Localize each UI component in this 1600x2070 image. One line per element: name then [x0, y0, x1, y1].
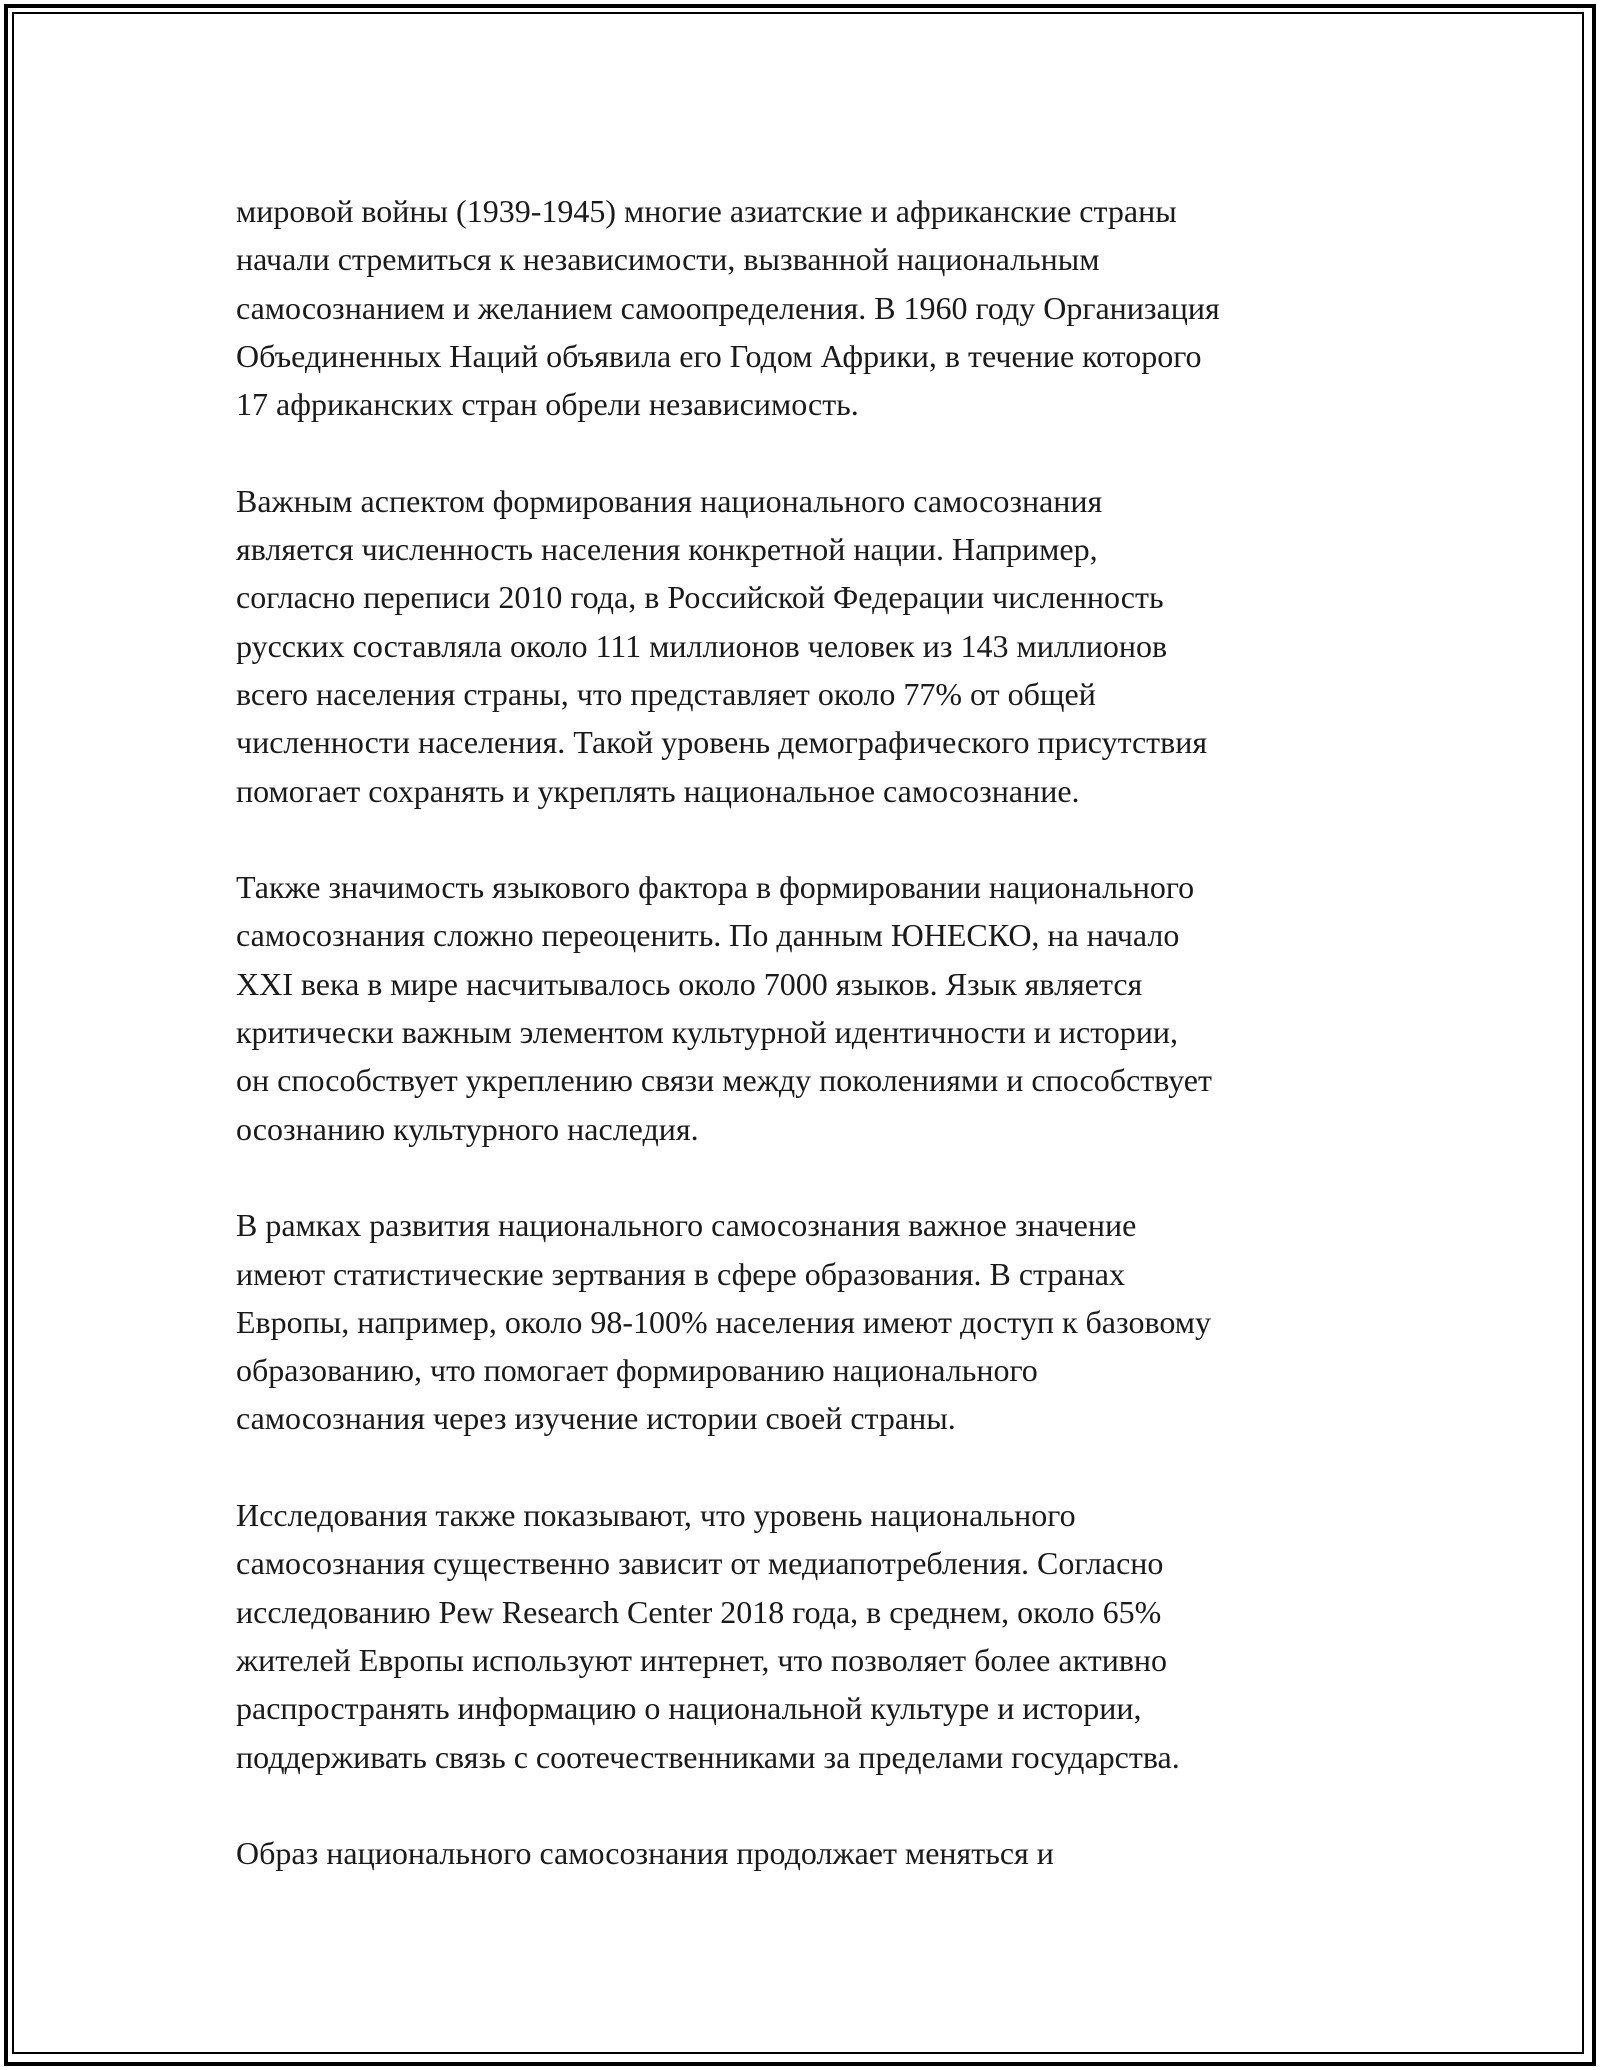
text-line: распространять информацию о национальной культуре и истории,: [236, 1690, 1142, 1727]
text-line: мировой войны (1939-1945) многие азиатские и африканские страны: [236, 193, 1177, 229]
paragraph-4: [236, 1201, 1386, 1442]
text-line: критически важным элементом культурной идентичности и истории,: [236, 1014, 1179, 1051]
text-line: он способствует укреплению связи между поколениями и способствует: [236, 1062, 1212, 1099]
text-line: помогает сохранять и укреплять национальное самосознание.: [236, 772, 1080, 809]
text-line: исследованию Pew Research Center 2018 года, в среднем, около 65%: [236, 1593, 1162, 1630]
paragraph-6: [236, 1829, 1386, 1877]
text-line: Важным аспектом формирования национального самосознания: [236, 482, 1103, 519]
paragraph-1: [236, 187, 1386, 428]
paragraph-5: [236, 1491, 1386, 1781]
paragraph-3: [236, 863, 1386, 1153]
text-line: осознанию культурного наследия.: [236, 1110, 699, 1147]
text-line: всего населения страны, что представляет около 77% от общей: [236, 675, 1096, 712]
text-line: Также значимость языкового фактора в формировании национального: [236, 869, 1195, 906]
text-line: самосознания через изучение истории своей страны.: [236, 1400, 956, 1437]
text-line: Образ национального самосознания продолжает меняться и: [236, 1835, 1054, 1872]
text-line: жителей Европы используют интернет, что позволяет более активно: [236, 1641, 1168, 1678]
text-line: имеют статистические зертвания в сфере образования. В странах: [236, 1255, 1125, 1292]
text-line: Объединенных Наций объявила его Годом Африки, в течение которого: [236, 337, 1202, 374]
text-line: В рамках развития национального самосознания важное значение: [236, 1207, 1137, 1244]
text-line: XXI века в мире насчитывалось около 7000 языков. Язык является: [236, 965, 1143, 1002]
text-line: самосознанием и желанием самоопределения. В 1960 году Организация: [236, 289, 1220, 326]
text-line: начали стремиться к независимости, вызванной национальным: [236, 241, 1100, 278]
text-line: самосознания сложно переоценить. По данным ЮНЕСКО, на начало: [236, 917, 1180, 954]
text-line: самосознания существенно зависит от медиапотребления. Согласно: [236, 1545, 1164, 1582]
text-line: Европы, например, около 98-100% населения имеют доступ к базовому: [236, 1303, 1211, 1340]
text-line: согласно переписи 2010 года, в Российской Федерации численность: [236, 579, 1164, 616]
document-body: [236, 187, 1386, 1926]
text-line: является численность населения конкретной нации. Например,: [236, 531, 1098, 568]
text-line: 17 африканских стран обрели независимость.: [236, 386, 859, 423]
text-line: образованию, что помогает формированию национального: [236, 1352, 1038, 1389]
text-line: русских составляла около 111 миллионов человек из 143 миллионов: [236, 627, 1168, 664]
text-line: поддерживать связь с соотечественниками за пределами государства.: [236, 1738, 1180, 1775]
paragraph-2: [236, 477, 1386, 815]
text-line: численности населения. Такой уровень демографического присутствия: [236, 724, 1208, 761]
text-line: Исследования также показывают, что уровень национального: [236, 1497, 1076, 1534]
